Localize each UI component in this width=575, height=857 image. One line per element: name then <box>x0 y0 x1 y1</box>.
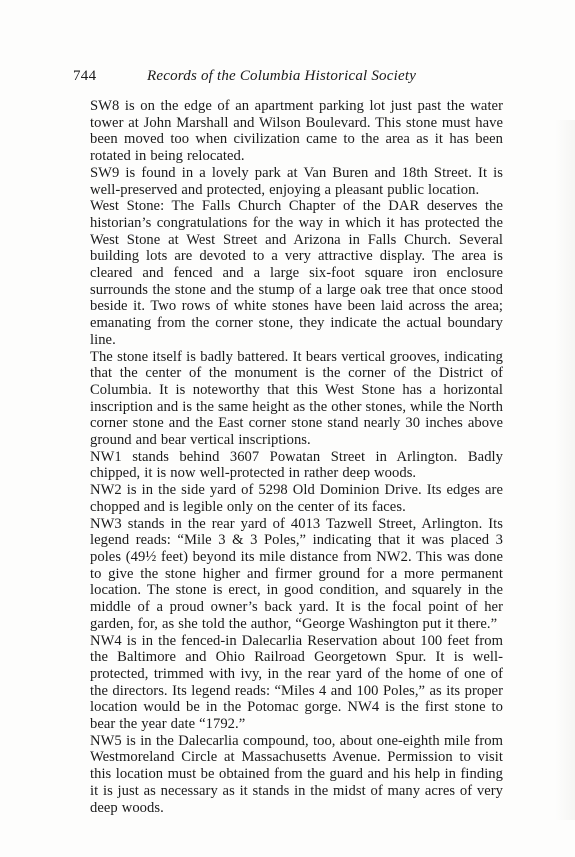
paragraph-nw4: NW4 is in the fenced-in Dalecarlia Reservation about 100 feet from the Baltimore and Ohio Railroad Georgetown Spur. It is well-protected, trimmed with ivy, in the rear yard of the home of one of the directors. Its legend reads: “Miles 4 and 100 Poles,” as its proper location would be in the Potomac gorge. NW4 is the first stone to bear the year date “1792.” <box>90 632 503 733</box>
paragraph-sw8: SW8 is on the edge of an apartment parking lot just past the water tower at John Marshall and Wilson Boulevard. This stone must have been moved too when civilization came to the area as it has been rotated in being relocated. <box>90 98 503 165</box>
article-body <box>90 98 503 816</box>
page-number: 744 <box>73 68 97 84</box>
paragraph-nw5: NW5 is in the Dalecarlia compound, too, about one-eighth mile from Westmoreland Circle at Massachusetts Avenue. Permission to visit this location must be obtained from the guard and his help in finding it is just as necessary as it stands in the midst of many acres of very deep woods. <box>90 732 503 816</box>
paragraph-sw9: SW9 is found in a lovely park at Van Buren and 18th Street. It is well-preserved and protected, enjoying a pleasant public location. <box>90 164 503 198</box>
paragraph-west-stone: West Stone: The Falls Church Chapter of the DAR deserves the historian’s congratulations for the way in which it has protected the West Stone at West Street and Arizona in Falls Church. Several building lots are devoted to a very attractive display. The area is cleared and fenced and a large six-foot square iron enclosure surrounds the stone and the stump of a large oak tree that once stood beside it. Two rows of white stones have been laid across the area; emanating from the corner stone, they indicate the actual boundary line. <box>90 198 503 348</box>
paragraph-nw2: NW2 is in the side yard of 5298 Old Dominion Drive. Its edges are chopped and is legible only on the center of its faces. <box>90 482 503 515</box>
scan-edge-shadow <box>555 120 575 820</box>
paragraph-west-stone-details: The stone itself is badly battered. It bears vertical grooves, indicating that the center of the monument is the corner of the District of Columbia. It is noteworthy that this West Stone has a horizontal inscription and is the same height as the other stones, while the North corner stone and the East corner stone stand nearly 30 inches above ground and bear vertical inscriptions. <box>90 348 503 449</box>
journal-title: Records of the Columbia Historical Society <box>147 68 417 84</box>
paragraph-nw3: NW3 stands in the rear yard of 4013 Tazwell Street, Arlington. Its legend reads: “Mile 3 & 3 Poles,” indicating that it was placed 3 poles (49½ feet) beyond its mile distance from NW2. This was done to give the stone higher and firmer ground for a more permanent location. The stone is erect, in good condition, and squarely in the middle of a proud owner’s back yard. It is the focal point of her garden, for, as she told the author, “George Washington put it there.” <box>90 515 503 632</box>
paragraph-nw1: NW1 stands behind 3607 Powatan Street in Arlington. Badly chipped, it is now well-protected in rather deep woods. <box>90 448 503 482</box>
running-head <box>73 66 503 86</box>
